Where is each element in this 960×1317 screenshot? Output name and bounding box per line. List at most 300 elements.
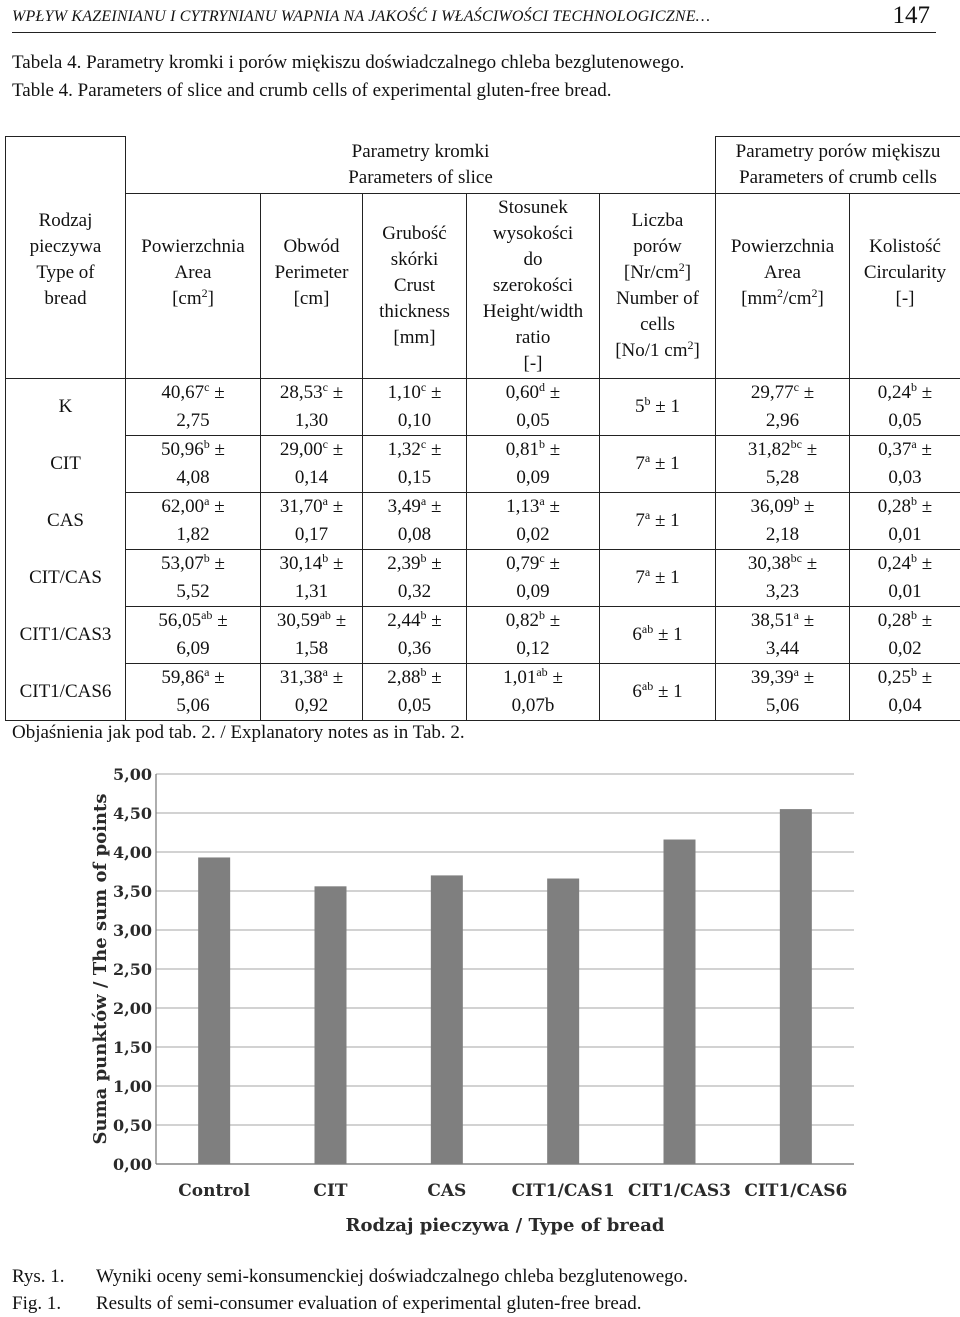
- cell-significance: c: [420, 437, 427, 451]
- bar: [780, 809, 812, 1164]
- cell-value-line: [850, 607, 960, 635]
- cell-carea: [716, 550, 850, 607]
- cell-value-line: [716, 664, 849, 692]
- cell-mean: 6: [632, 681, 642, 702]
- cell-circ: [850, 379, 960, 436]
- cell-mean: 7: [635, 453, 645, 474]
- col-cells-unit2-text: [No/1 cm: [615, 340, 688, 361]
- cell-cells: [600, 436, 716, 493]
- y-tick-label: 0,00: [113, 1155, 152, 1174]
- cell-mean: 30,59: [276, 610, 320, 631]
- cell-significance: b: [322, 551, 329, 565]
- col-header-crumb-area: [716, 194, 850, 379]
- cell-sd: 5,52: [176, 581, 210, 602]
- cell-significance: ab: [319, 608, 331, 622]
- table-row: [6, 607, 960, 664]
- figure-caption-pl: [12, 1266, 688, 1288]
- cell-plusminus: ±: [801, 553, 818, 574]
- col-carea-unit-a: [mm: [741, 288, 778, 309]
- cell-value-line: [467, 664, 599, 692]
- cell-significance: a: [539, 494, 545, 508]
- cell-value-line: [363, 493, 466, 521]
- col-ratio-line: Stosunek: [498, 197, 568, 218]
- cell-crust: [363, 379, 467, 436]
- cell-mean: 5: [635, 396, 645, 417]
- col-carea-line: Powierzchnia: [730, 236, 835, 257]
- cell-mean: 29,00: [279, 439, 323, 460]
- cell-significance: a: [644, 451, 651, 465]
- cell-significance: d: [539, 380, 546, 394]
- cell-area: [126, 550, 261, 607]
- row-label: CIT: [6, 436, 126, 493]
- cell-mean: 30,38: [747, 553, 791, 574]
- cell-plusminus: ±: [545, 382, 561, 403]
- cell-value-line: [363, 664, 466, 692]
- cell-sd: 0,07b: [511, 695, 555, 716]
- cell-significance: b: [911, 494, 918, 508]
- cell-mean: 30,14: [279, 553, 323, 574]
- cell-sd: 5,06: [176, 695, 210, 716]
- bar: [431, 875, 463, 1164]
- y-tick-label: 1,00: [113, 1077, 152, 1096]
- cell-carea: [716, 493, 850, 550]
- col-header-crust: [363, 194, 467, 379]
- cell-sd: 1,31: [294, 581, 329, 602]
- col-carea-unit: $[mm^2/cm^2]$: [741, 286, 824, 309]
- cell-sd: 0,92: [294, 695, 329, 716]
- col-ratio-line: wysokości: [492, 223, 574, 244]
- x-tick-label: CIT1/CAS1: [511, 1181, 615, 1201]
- cell-ratio: [467, 607, 600, 664]
- cell-plusminus: ±: [798, 667, 815, 688]
- cell-plusminus: ± 1: [650, 567, 680, 588]
- cell-mean: 0,24: [877, 553, 912, 574]
- cell-significance: c: [322, 437, 328, 451]
- cell-mean: 56,05: [158, 610, 202, 631]
- col-area-line: Powierzchnia: [141, 236, 245, 257]
- figure-caption-en: [12, 1293, 642, 1315]
- cell-plusminus: ±: [545, 610, 561, 631]
- cell-value-line: [126, 493, 260, 521]
- cell-mean: 0,24: [877, 382, 912, 403]
- cell-mean: 2,39: [387, 553, 421, 574]
- y-tick-label: 5,00: [113, 765, 152, 784]
- row-label: CIT1/CAS6: [6, 664, 126, 721]
- cell-plusminus: ±: [545, 439, 561, 460]
- cell-mean: 1,32: [387, 439, 421, 460]
- cell-significance: a: [204, 494, 210, 508]
- cell-mean: 28,53: [279, 382, 323, 403]
- cell-mean: 1,13: [506, 496, 540, 517]
- y-tick-label: 3,50: [113, 882, 152, 901]
- cell-sd: 4,08: [176, 467, 210, 488]
- cell-sd: 0,05: [397, 695, 432, 716]
- cell-perim: [261, 550, 363, 607]
- cell-sd: 0,02: [888, 638, 922, 659]
- cell-sd: 1,58: [294, 638, 329, 659]
- cell-mean: 0,37: [878, 439, 912, 460]
- cell-plusminus: ±: [801, 439, 818, 460]
- row-label: CAS: [6, 493, 126, 550]
- cell-significance: b: [793, 494, 800, 508]
- cell-perim: [261, 607, 363, 664]
- results-chart: [78, 754, 890, 1244]
- col-area-unit: $[cm^2]$: [172, 286, 214, 309]
- cell-sd: 5,28: [765, 467, 800, 488]
- cell-value-line: [126, 550, 260, 578]
- col-type-line: pieczywa: [29, 235, 102, 257]
- col-cells-unit1-text: [Nr/cm: [623, 262, 679, 283]
- cell-area: [126, 664, 261, 721]
- cell-plusminus: ±: [209, 496, 225, 517]
- cell-mean: 0,28: [877, 496, 912, 517]
- col-header-cells: [600, 194, 716, 379]
- cell-value-line: [261, 379, 362, 407]
- cell-value-line: [261, 436, 362, 464]
- cell-circ: [850, 436, 960, 493]
- cell-sd: 0,03: [888, 467, 922, 488]
- cell-significance: b: [911, 665, 918, 679]
- cell-mean: 53,07: [161, 553, 204, 574]
- cell-carea: [716, 664, 850, 721]
- cell-ratio: [467, 493, 600, 550]
- cell-sd: 0,32: [397, 581, 432, 602]
- cell-significance: a: [911, 437, 917, 451]
- cell-significance: b: [539, 608, 546, 622]
- cell-value-line: [261, 664, 362, 692]
- col-cells-line: porów: [633, 236, 682, 257]
- table-row: [6, 493, 960, 550]
- cell-sd: 0,08: [397, 524, 432, 545]
- cell-value-line: [261, 607, 362, 635]
- chart-svg: [78, 754, 890, 1244]
- cell-plusminus: ±: [426, 439, 442, 460]
- col-header-perimeter: [261, 194, 363, 379]
- col-type-line: Type of: [36, 261, 95, 283]
- cell-area: [126, 493, 261, 550]
- table-row: [6, 379, 960, 436]
- cell-sd: 0,04: [888, 695, 922, 716]
- cell-value-line: [126, 664, 260, 692]
- table-row: [6, 664, 960, 721]
- cell-significance: b: [420, 608, 427, 622]
- bar: [547, 879, 579, 1164]
- bar: [198, 857, 230, 1164]
- col-area-line: Area: [174, 262, 212, 283]
- cell-plusminus: ±: [917, 610, 933, 631]
- cell-value-line: [600, 507, 715, 535]
- col-cells-line: cells: [640, 314, 675, 335]
- col-perimeter-line: Obwód: [283, 236, 340, 257]
- cell-ratio: [467, 379, 600, 436]
- cell-circ: [850, 493, 960, 550]
- cell-crust: [363, 607, 467, 664]
- cell-perim: [261, 379, 363, 436]
- table-row: [6, 550, 960, 607]
- cell-significance: a: [644, 565, 651, 579]
- cell-value-line: [850, 379, 960, 407]
- cell-significance: a: [793, 608, 799, 622]
- col-ratio-line: ratio: [515, 327, 551, 348]
- cell-sd: 0,36: [397, 638, 432, 659]
- cell-ratio: [467, 550, 600, 607]
- cell-plusminus: ±: [799, 496, 815, 517]
- cell-mean: 1,10: [387, 382, 421, 403]
- group-slice-en: Parameters of slice: [348, 166, 493, 188]
- cell-plusminus: ± 1: [653, 681, 683, 702]
- cell-sd: 0,12: [516, 638, 550, 659]
- col-ratio-line: Height/width: [482, 301, 584, 322]
- y-tick-label: 2,00: [113, 999, 152, 1018]
- x-tick-label: Control: [178, 1181, 251, 1201]
- col-carea-line: Area: [764, 262, 801, 283]
- cell-sd: 1,82: [176, 524, 210, 545]
- cell-value-line: [716, 493, 849, 521]
- figure-label-en: Fig. 1.: [12, 1293, 62, 1314]
- cell-significance: a: [322, 665, 328, 679]
- cell-mean: 40,67: [161, 382, 205, 403]
- cell-value-line: [363, 436, 466, 464]
- cell-mean: 0,79: [506, 553, 540, 574]
- col-perimeter-line: Perimeter: [274, 262, 349, 283]
- cell-carea: [716, 436, 850, 493]
- col-circ-line: Circularity: [863, 262, 947, 283]
- y-tick-label: 2,50: [113, 960, 152, 979]
- cell-plusminus: ±: [327, 667, 344, 688]
- cell-plusminus: ±: [328, 553, 344, 574]
- col-header-ratio: [467, 194, 600, 379]
- cell-significance: bc: [790, 437, 802, 451]
- col-crust-line: thickness: [379, 301, 450, 322]
- cell-plusminus: ±: [798, 610, 815, 631]
- cell-sd: 2,96: [765, 410, 800, 431]
- cell-mean: 0,82: [505, 610, 540, 631]
- cell-plusminus: ± 1: [650, 396, 680, 417]
- x-axis-title: Rodzaj pieczywa / Type of bread: [345, 1215, 665, 1236]
- col-crust-line: skórki: [390, 249, 439, 270]
- cell-mean: 59,86: [161, 667, 205, 688]
- col-cells-unit1: $[Nr/cm^2]$: [623, 260, 692, 283]
- cell-sd: 0,05: [516, 410, 550, 431]
- cell-mean: 1,01: [503, 667, 537, 688]
- col-cells-line: Number of: [616, 288, 699, 309]
- col-cells-line: Liczba: [631, 210, 684, 231]
- col-type-line: bread: [44, 287, 87, 309]
- group-header-crumb: [716, 137, 960, 194]
- cell-plusminus: ±: [426, 553, 442, 574]
- cell-ratio: [467, 436, 600, 493]
- cell-value-line: [850, 493, 960, 521]
- col-header-area: [126, 194, 261, 379]
- cell-mean: 6: [632, 624, 642, 645]
- cell-value-line: [261, 493, 362, 521]
- cell-sd: 0,01: [888, 524, 922, 545]
- cell-value-line: [716, 379, 849, 407]
- cell-value-line: [850, 550, 960, 578]
- cell-mean: 39,39: [750, 667, 794, 688]
- cell-significance: b: [203, 551, 210, 565]
- cell-carea: [716, 607, 850, 664]
- cell-plusminus: ±: [544, 496, 560, 517]
- cell-value-line: [716, 607, 849, 635]
- cell-value-line: [363, 607, 466, 635]
- y-tick-label: 4,50: [113, 804, 152, 823]
- cell-mean: 0,60: [505, 382, 540, 403]
- figure-text-pl: Wyniki oceny semi-konsumenckiej doświadczalnego chleba bezglutenowego.: [96, 1266, 688, 1287]
- col-ratio-line: szerokości: [492, 275, 574, 296]
- cell-area: [126, 436, 261, 493]
- cell-significance: b: [420, 551, 427, 565]
- cell-plusminus: ±: [917, 667, 933, 688]
- cell-significance: ab: [536, 665, 548, 679]
- cell-mean: 3,49: [387, 496, 421, 517]
- parameters-table: [5, 136, 960, 721]
- bar: [664, 840, 696, 1164]
- cell-value-line: [467, 550, 599, 578]
- cell-plusminus: ± 1: [650, 453, 680, 474]
- cell-mean: 50,96: [161, 439, 204, 460]
- figure-label-pl: Rys. 1.: [12, 1266, 65, 1287]
- cell-plusminus: ±: [917, 382, 933, 403]
- x-tick-label: CIT1/CAS3: [628, 1181, 731, 1201]
- y-axis-title: Suma punktów / The sum of points: [90, 793, 111, 1145]
- cell-carea: [716, 379, 850, 436]
- cell-sd: 0,09: [516, 581, 550, 602]
- cell-significance: b: [420, 665, 427, 679]
- cell-sd: 0,15: [397, 467, 432, 488]
- cell-significance: b: [911, 608, 918, 622]
- cell-mean: 7: [635, 567, 645, 588]
- cell-sd: 6,09: [176, 638, 210, 659]
- cell-significance: c: [793, 380, 799, 394]
- cell-value-line: [126, 607, 260, 635]
- cell-plusminus: ±: [917, 553, 933, 574]
- col-crust-line: Crust: [393, 275, 436, 296]
- cell-significance: a: [322, 494, 328, 508]
- cell-plusminus: ± 1: [650, 510, 680, 531]
- table-caption-pl: Tabela 4. Parametry kromki i porów miękiszu doświadczalnego chleba bezglutenowego.: [12, 52, 685, 73]
- table-caption-en: Table 4. Parameters of slice and crumb cells of experimental gluten-free bread.: [12, 80, 612, 101]
- col-header-type: [6, 194, 126, 379]
- cell-value-line: [600, 564, 715, 592]
- cell-value-line: [850, 436, 960, 464]
- cell-sd: 2,75: [176, 410, 210, 431]
- cell-cells: [600, 664, 716, 721]
- cell-mean: 0,25: [877, 667, 912, 688]
- cell-plusminus: ±: [426, 667, 442, 688]
- cell-value-line: [467, 436, 599, 464]
- group-crumb-en: Parameters of crumb cells: [739, 167, 937, 188]
- cell-sd: 3,23: [765, 581, 800, 602]
- col-ratio-line: do: [523, 249, 543, 270]
- cell-value-line: [600, 678, 715, 706]
- cell-crust: [363, 493, 467, 550]
- col-cells-unit2: [No/1 $cm^2$]: [615, 338, 700, 361]
- cell-crust: [363, 436, 467, 493]
- cell-cells: [600, 607, 716, 664]
- cell-value-line: [467, 607, 599, 635]
- cell-significance: b: [911, 380, 918, 394]
- cell-plusminus: ±: [544, 553, 560, 574]
- bar: [315, 886, 347, 1164]
- row-label: CIT/CAS: [6, 550, 126, 607]
- col-carea-unit-b: /cm: [783, 288, 812, 309]
- table-row: [6, 436, 960, 493]
- cell-significance: b: [539, 437, 546, 451]
- cell-significance: ab: [641, 622, 654, 636]
- y-tick-label: 0,50: [113, 1116, 152, 1135]
- col-perimeter-line: [cm]: [293, 288, 330, 309]
- cell-value-line: [126, 436, 260, 464]
- col-area-unit-text: [cm: [172, 288, 202, 309]
- cell-crust: [363, 550, 467, 607]
- cell-significance: c: [539, 551, 545, 565]
- y-tick-label: 3,00: [113, 921, 152, 940]
- cell-significance: b: [911, 551, 918, 565]
- cell-mean: 62,00: [161, 496, 205, 517]
- cell-perim: [261, 436, 363, 493]
- cell-significance: c: [322, 380, 328, 394]
- cell-significance: a: [420, 494, 427, 508]
- group-slice-pl: Parametry kromki: [351, 140, 490, 162]
- cell-mean: 31,38: [279, 667, 323, 688]
- cell-plusminus: ±: [209, 553, 225, 574]
- cell-mean: 2,44: [387, 610, 421, 631]
- figure-text-en: Results of semi-consumer evaluation of experimental gluten-free bread.: [96, 1293, 642, 1314]
- cell-plusminus: ± 1: [653, 624, 683, 645]
- cell-plusminus: ±: [209, 439, 225, 460]
- cell-value-line: [467, 493, 599, 521]
- cell-value-line: [716, 550, 849, 578]
- x-tick-label: CAS: [427, 1181, 467, 1201]
- cell-mean: 0,81: [505, 439, 540, 460]
- cell-cells: [600, 550, 716, 607]
- cell-sd: 0,09: [516, 467, 550, 488]
- cell-area: [126, 607, 261, 664]
- cell-plusminus: ±: [798, 382, 815, 403]
- cell-mean: 38,51: [750, 610, 794, 631]
- cell-circ: [850, 664, 960, 721]
- corner-cell: [6, 137, 126, 194]
- cell-cells: [600, 379, 716, 436]
- cell-significance: b: [203, 437, 210, 451]
- table-notes: Objaśnienia jak pod tab. 2. / Explanatory notes as in Tab. 2.: [12, 722, 465, 743]
- cell-significance: ab: [201, 608, 213, 622]
- cell-mean: 7: [635, 510, 645, 531]
- y-tick-label: 1,50: [113, 1038, 152, 1057]
- cell-mean: 29,77: [750, 382, 794, 403]
- cell-perim: [261, 664, 363, 721]
- cell-circ: [850, 607, 960, 664]
- cell-significance: a: [793, 665, 799, 679]
- cell-plusminus: ±: [426, 496, 442, 517]
- cell-sd: 0,14: [294, 467, 329, 488]
- cell-value-line: [261, 550, 362, 578]
- cell-significance: bc: [790, 551, 802, 565]
- cell-sd: 3,44: [765, 638, 800, 659]
- cell-ratio: [467, 664, 600, 721]
- col-circ-line: Kolistość: [869, 236, 941, 257]
- cell-plusminus: ±: [917, 496, 933, 517]
- cell-value-line: [363, 379, 466, 407]
- running-title: WPŁYW KAZEINIANU I CYTRYNIANU WAPNIA NA JAKOŚĆ I WŁAŚCIWOŚCI TECHNOLOGICZNE…: [12, 8, 711, 25]
- page-number: 147: [892, 2, 930, 29]
- cell-sd: 0,01: [888, 581, 922, 602]
- cell-value-line: [600, 450, 715, 478]
- x-tick-label: CIT1/CAS6: [744, 1181, 848, 1201]
- cell-plusminus: ±: [330, 610, 347, 631]
- cell-sd: 5,06: [765, 695, 800, 716]
